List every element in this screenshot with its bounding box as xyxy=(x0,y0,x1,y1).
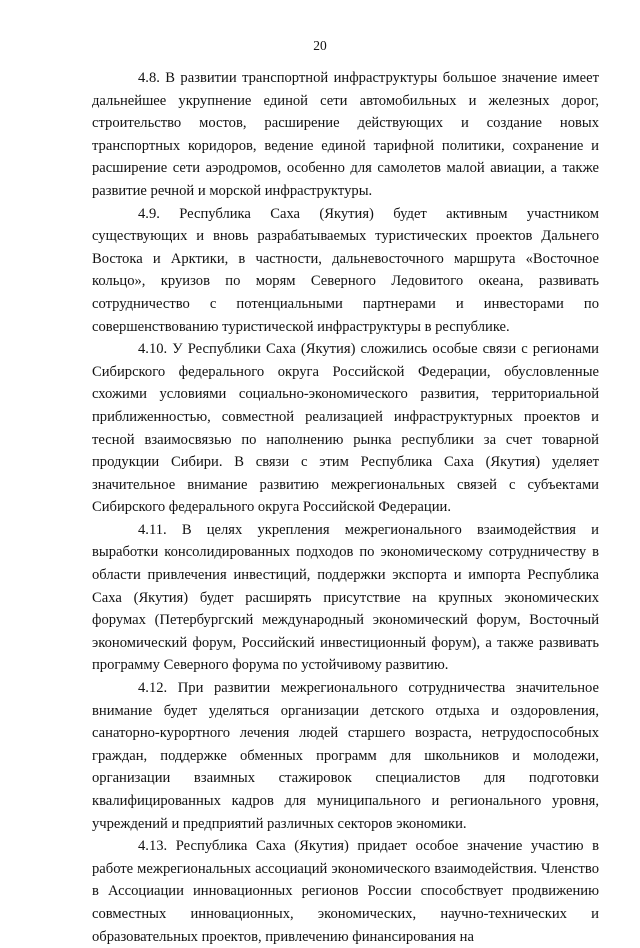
page-number: 20 xyxy=(313,38,327,53)
paragraph-4-11: 4.11. В целях укрепления межрегионального взаимодействия и выработки консолидированных подходов по экономическому сотрудничеству в области привлечения инвестиций, поддержки экспорта и импорта Республика Саха (Якутия) будет расширять присутствие на крупных экономических форумах (Петербургский международный экономический форум, Восточный экономический форум, Российский инвестиционный форум), а также развивать программу Северного форума по устойчивому развитию. xyxy=(92,521,599,674)
paragraph-4-9: 4.9. Республика Саха (Якутия) будет активным участником существующих и вновь разрабатываемых туристических проектов Дальнего Востока и Арктики, в частности, дальневосточного маршрута «Восточное кольцо», круизов по морям Северного Ледовитого океана, развивать сотрудничество с потенциальными партнерами и инвесторами по совершенствованию туристической инфраструктуры в республике. xyxy=(92,205,599,335)
paragraph-4-13: 4.13. Республика Саха (Якутия) придает особое значение участию в работе межрегиональных ассоциаций экономического взаимодействия. Членство в Ассоциации инновационных регионов России способствует продвижению совместных инновационных, экономических, научно-технических и образовательных проектов, привлечению финансирования на xyxy=(92,838,599,945)
paragraph-4-12: 4.12. При развитии межрегионального сотрудничества значительное внимание будет уделяться организации детского отдыха и оздоровления, санаторно-курортного лечения людей старшего возраста, нетрудоспособных граждан, поддержке обменных программ для школьников и молодежи, организации взаимных стажировок специалистов для подготовки квалифицированных кадров для муниципального и регионального уровня, учреждений и предприятий различных секторов экономики. xyxy=(92,680,599,832)
paragraph-4-8: 4.8. В развитии транспортной инфраструктуры большое значение имеет дальнейшее укрупнение единой сети автомобильных и железных дорог, строительство мостов, расширение действующих и создание новых транспортных коридоров, ведение единой тарифной политики, сохранение и расширение сети аэродромов, особенно для самолетов малой авиации, а также развитие речной и морской инфраструктуры. xyxy=(92,70,599,199)
document-body xyxy=(92,67,599,948)
paragraph-4-10: 4.10. У Республики Саха (Якутия) сложились особые связи с регионами Сибирского федерального округа Российской Федерации, обусловленные схожими условиями социально-экономического развития, территориальной приближенностью, совместной реализацией инфраструктурных проектов и тесной взаимосвязью по наполнению рынка республики за счет товарной продукции Сибири. В связи с этим Республика Саха (Якутия) уделяет значительное внимание развитию межрегиональных связей с субъектами Сибирского федерального округа Российской Федерации. xyxy=(92,341,599,516)
